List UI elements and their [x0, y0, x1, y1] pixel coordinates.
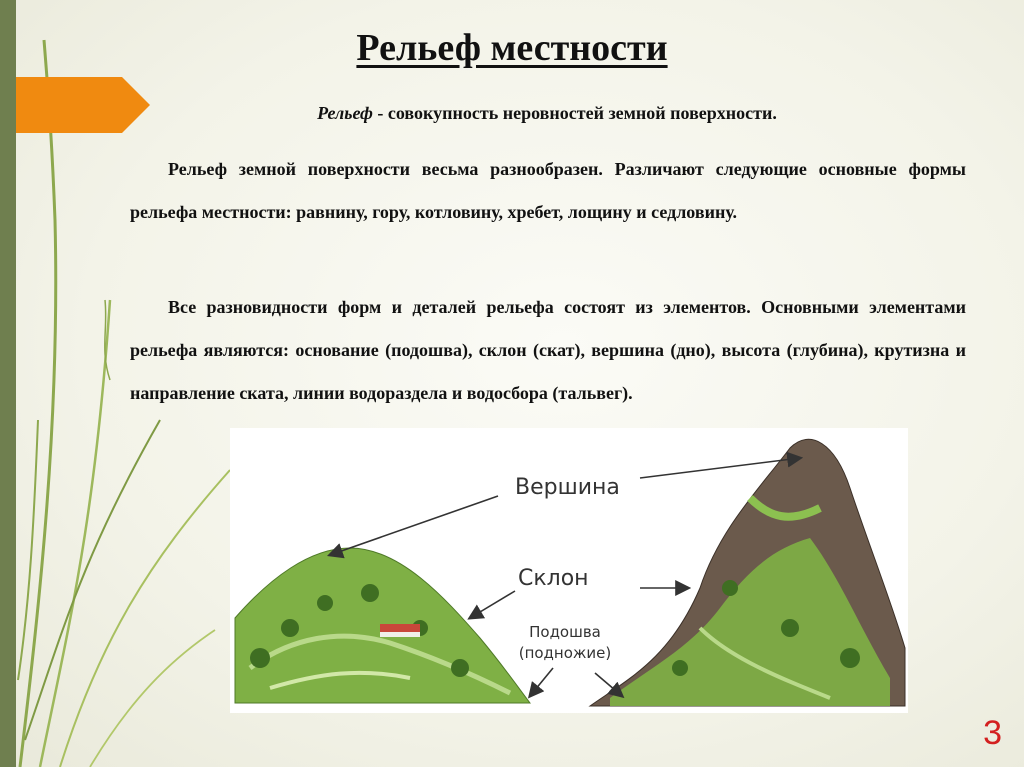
- orange-arrow-shape: [0, 0, 160, 140]
- definition-term: Рельеф: [317, 103, 373, 123]
- definition-text: - совокупность неровностей земной поверхности.: [372, 103, 777, 123]
- page-title: Рельеф местности: [356, 27, 668, 69]
- paragraph-elements: Все разновидности форм и деталей рельефа состоят из элементов. Основными элементами рельефа являются: основание (подошва), склон (скат), вершина (дно), высота (глубина), крутизна и направление ската, линии водораздела и водосбора (тальвег).: [130, 297, 966, 403]
- label-foot-line2: (подножие): [518, 644, 612, 662]
- paragraph-forms: Рельеф земной поверхности весьма разнообразен. Различают следующие основные формы рельефа местности: равнину, гору, котловину, хребет, лощину и седловину.: [130, 159, 966, 222]
- label-foot-line1: Подошва: [529, 623, 601, 641]
- page-number: 3: [983, 714, 1002, 752]
- definition-line: [140, 103, 954, 124]
- label-slope: Склон: [518, 566, 589, 591]
- label-foot: [510, 622, 620, 664]
- label-peak: Вершина: [515, 475, 620, 500]
- relief-illustration: [230, 428, 908, 713]
